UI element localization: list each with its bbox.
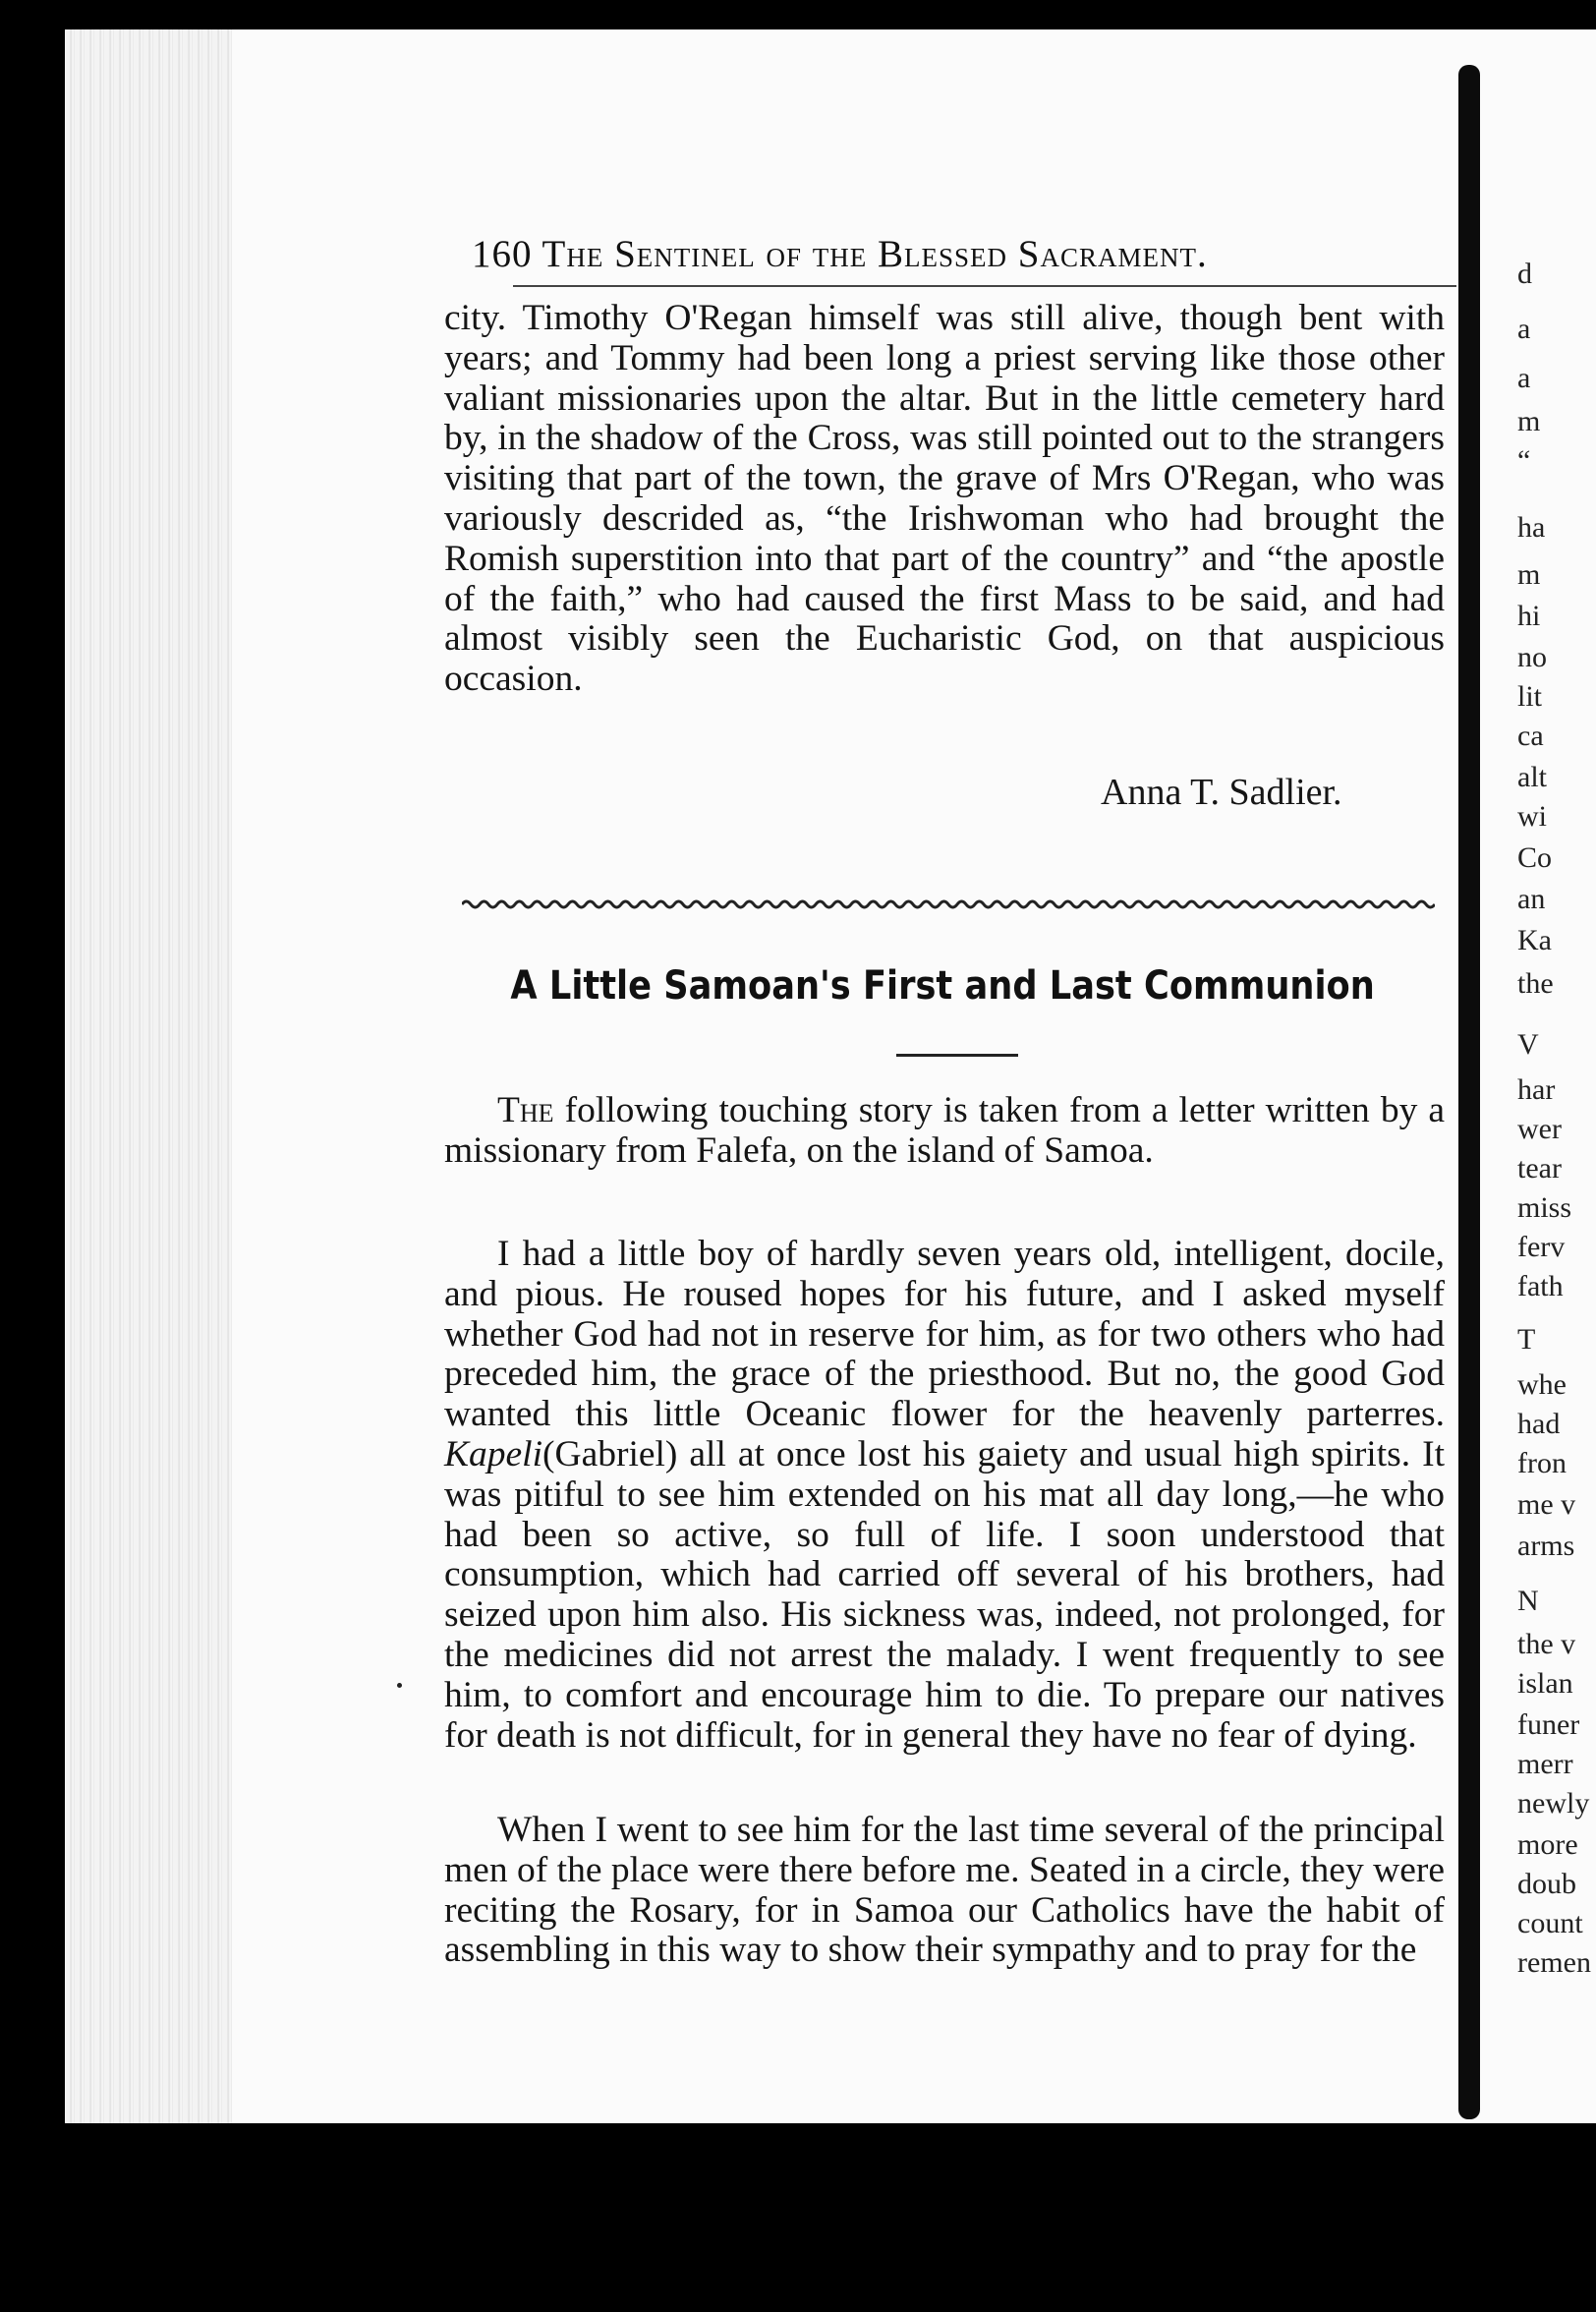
facing-page-fragment: newly bbox=[1517, 1787, 1590, 1820]
author-signature: Anna T. Sadlier. bbox=[1101, 772, 1342, 813]
facing-page-fragment: Co bbox=[1517, 841, 1553, 874]
facing-page-fragment: a bbox=[1517, 313, 1531, 345]
previous-story-ending: city. Timothy O'Regan himself was still alive, though bent with years; and Tommy had been long a priest serving like those other valiant missionaries upon the altar. But in the little cemetery hard by, in the shadow of the Cross, was still pointed out to the strangers visiting that part of the town, the grave of Mrs O'Regan, who was variously descrided as, “the Irishwoman who had brought the Romish superstition into that part of the country” and “the apostle of the faith,” who had caused the first Mass to be said, and had almost visibly seen the Eucharistic God, on that auspicious occasion. bbox=[444, 298, 1445, 700]
facing-page-fragment: had bbox=[1517, 1408, 1561, 1440]
facing-page-fragment: Ka bbox=[1517, 924, 1552, 956]
title-rule bbox=[896, 1054, 1018, 1057]
facing-page-fragment: the bbox=[1517, 967, 1554, 1000]
facing-page-fragment: “ bbox=[1517, 444, 1531, 477]
wavy-separator bbox=[462, 893, 1435, 916]
facing-page-fragment: ferv bbox=[1517, 1231, 1566, 1263]
name-kapeli: Kapeli bbox=[444, 1433, 542, 1474]
facing-page-fragment: fron bbox=[1517, 1447, 1567, 1479]
margin-dot bbox=[397, 1683, 402, 1688]
body-paragraph-1 bbox=[444, 1235, 1445, 1756]
paragraph-text: I had a little boy of hardly seven years old, intelligent, docile, and pious. He roused hopes for his future, and I asked myself whether God had not in reserve for him, as for two others who had preceded him, the grace of the priesthood. But no, the good God wanted this little Oceanic flower for the heavenly parterres. bbox=[444, 1234, 1445, 1435]
facing-page-fragment: tear bbox=[1517, 1152, 1562, 1185]
paragraph-text-cont: (Gabriel) all at once lost his gaiety and usual high spirits. It was pitiful to see him extended on his mat all day long,—he who had been so active, so full of life. I soon understood that consumption, which had carried off several of his brothers, had seized upon him also. His sickness was, indeed, not prolonged, for the medicines did not arrest the malady. I went frequently to see him, to comfort and encourage him to die. To prepare our natives for death is not difficult, for in general they have no fear of dying. bbox=[444, 1433, 1445, 1756]
facing-page-fragment: har bbox=[1517, 1073, 1556, 1106]
facing-page-fragment: islan bbox=[1517, 1667, 1573, 1700]
body-paragraph-2: When I went to see him for the last time several of the principal men of the place were there before me. Seated in a circle, they were reciting the Rosary, for in Samoa our Catholics have the habit of assembling in this way to show their sympathy and to pray for the bbox=[444, 1810, 1445, 1971]
facing-page-fragment: arms bbox=[1517, 1530, 1575, 1562]
page-number: 160 bbox=[472, 233, 533, 275]
facing-page-fragment: miss bbox=[1517, 1191, 1572, 1224]
facing-page bbox=[1480, 29, 1596, 2123]
facing-page-fragment: d bbox=[1517, 258, 1532, 290]
facing-page-fragment: fath bbox=[1517, 1270, 1564, 1302]
facing-page-fragment: T bbox=[1517, 1323, 1536, 1356]
facing-page-fragment: hi bbox=[1517, 600, 1541, 632]
intro-text: following touching story is taken from a letter written by a missionary from Falefa, on the island of Samoa. bbox=[444, 1090, 1445, 1171]
facing-page-fragment: lit bbox=[1517, 680, 1543, 713]
facing-page-fragment: V bbox=[1517, 1028, 1539, 1061]
facing-page-fragment: wer bbox=[1517, 1113, 1562, 1145]
facing-page-fragment: ha bbox=[1517, 511, 1546, 544]
facing-page-fragment: m bbox=[1517, 405, 1541, 437]
facing-page-fragment: more bbox=[1517, 1828, 1578, 1861]
facing-page-fragment: remen bbox=[1517, 1946, 1591, 1979]
facing-page-fragment: alt bbox=[1517, 761, 1547, 793]
facing-page-fragment: m bbox=[1517, 558, 1541, 591]
article-title: A Little Samoan's First and Last Communion bbox=[510, 963, 1375, 1009]
intro-paragraph bbox=[444, 1091, 1445, 1172]
facing-page-fragment: whe bbox=[1517, 1368, 1567, 1401]
facing-page-fragment: the v bbox=[1517, 1628, 1576, 1660]
facing-page-fragment: no bbox=[1517, 641, 1547, 673]
facing-page-fragment: me v bbox=[1517, 1488, 1576, 1521]
header-rule bbox=[513, 285, 1456, 287]
facing-page-fragment: merr bbox=[1517, 1748, 1573, 1780]
facing-page-fragment: count bbox=[1517, 1907, 1583, 1939]
facing-page-fragment: doub bbox=[1517, 1868, 1576, 1900]
facing-page-fragment: wi bbox=[1517, 800, 1547, 833]
facing-page-fragment: ca bbox=[1517, 720, 1544, 752]
facing-page-fragment: funer bbox=[1517, 1708, 1580, 1741]
facing-page-fragment: an bbox=[1517, 883, 1546, 915]
lead-word: The bbox=[497, 1090, 554, 1130]
book-gutter bbox=[1458, 65, 1480, 2119]
running-title: The Sentinel of the Blessed Sacrament. bbox=[542, 233, 1208, 275]
running-head bbox=[472, 232, 1454, 276]
facing-page-fragment: N bbox=[1517, 1585, 1539, 1617]
facing-page-fragment: a bbox=[1517, 362, 1531, 394]
book-page-edges bbox=[65, 29, 232, 2123]
